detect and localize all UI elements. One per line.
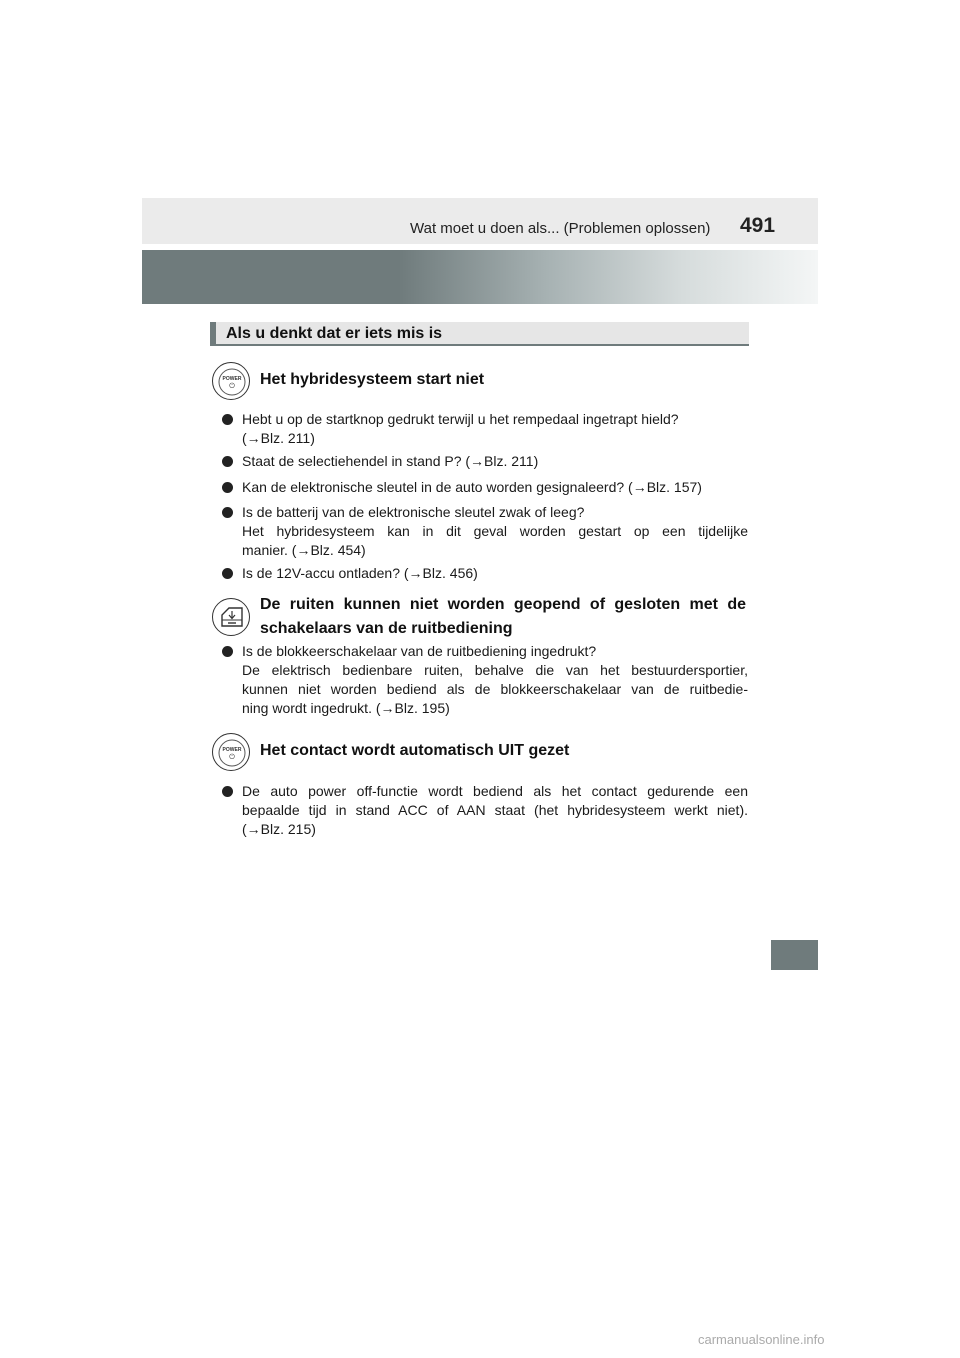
list-item-line: ning wordt ingedrukt. (→Blz. 195) [242,700,450,716]
chapter-gradient-bar [142,250,818,304]
power-button-icon [212,362,250,400]
window-lock-icon [212,598,250,636]
header-title: Wat moet u doen als... (Problemen oplossen) [410,220,711,237]
bullet-dot [222,568,233,579]
power-button-icon [212,733,250,771]
bullet-dot [222,456,233,467]
list-item-line: (→Blz. 215) [242,821,316,837]
list-item-line: De auto power off-functie wordt bediend als het contact gedurende een [242,783,748,799]
list-item-line: bepaalde tijd in stand ACC of AAN staat (het hybridesysteem werkt niet). [242,802,748,818]
subheading-hybrid-start: Het hybridesysteem start niet [260,371,485,388]
power-icon-symbol: ⏻ [229,382,235,390]
section-title-bar [210,322,749,346]
power-icon-symbol: ⏻ [229,753,235,761]
power-icon-label: POWER [222,376,242,382]
subheading-windows: De ruiten kunnen niet worden geopend of gesloten met de schakelaars van de ruitbediening [260,596,746,637]
list-item-line: kunnen niet worden bediend als de blokkeerschakelaar van de ruitbedie- [242,681,748,697]
bullet-dot [222,482,233,493]
list-item-line: Is de 12V-accu ontladen? (→Blz. 456) [242,565,478,581]
list-item-line: Is de blokkeerschakelaar van de ruitbediening ingedrukt? [242,643,597,659]
list-item-line: manier. (→Blz. 454) [242,542,366,558]
subheading-auto-off: Het contact wordt automatisch UIT gezet [260,742,570,759]
list-item-line: Hebt u op de startknop gedrukt terwijl u het rempedaal ingetrapt hield? [242,411,679,427]
list-item-line: Het hybridesysteem kan in dit geval worden gestart op een tijdelijke [242,523,748,539]
list-item [222,642,748,718]
page-number: 491 [740,214,776,237]
list-item [222,564,748,583]
bullet-dot [222,646,233,657]
watermark: carmanualsonline.info [698,1332,825,1347]
bullet-dot [222,414,233,425]
section-title: Als u denkt dat er iets mis is [226,325,443,342]
list-item [222,410,748,448]
power-icon-label: POWER [222,747,242,753]
list-item [222,452,748,471]
list-item [222,782,748,839]
bullet-dot [222,786,233,797]
list-item-line: De elektrisch bedienbare ruiten, behalve die van het bestuurdersportier, [242,662,748,678]
list-item [222,478,748,497]
list-item-line: Is de batterij van de elektronische sleutel zwak of leeg? [242,504,585,520]
list-item [222,503,748,560]
list-item-line: Staat de selectiehendel in stand P? (→Blz. 211) [242,453,539,469]
list-item-line: (→Blz. 211) [242,430,315,446]
chapter-side-tab [771,940,818,970]
list-item-line: Kan de elektronische sleutel in de auto worden gesignaleerd? (→Blz. 157) [242,479,702,495]
bullet-dot [222,507,233,518]
